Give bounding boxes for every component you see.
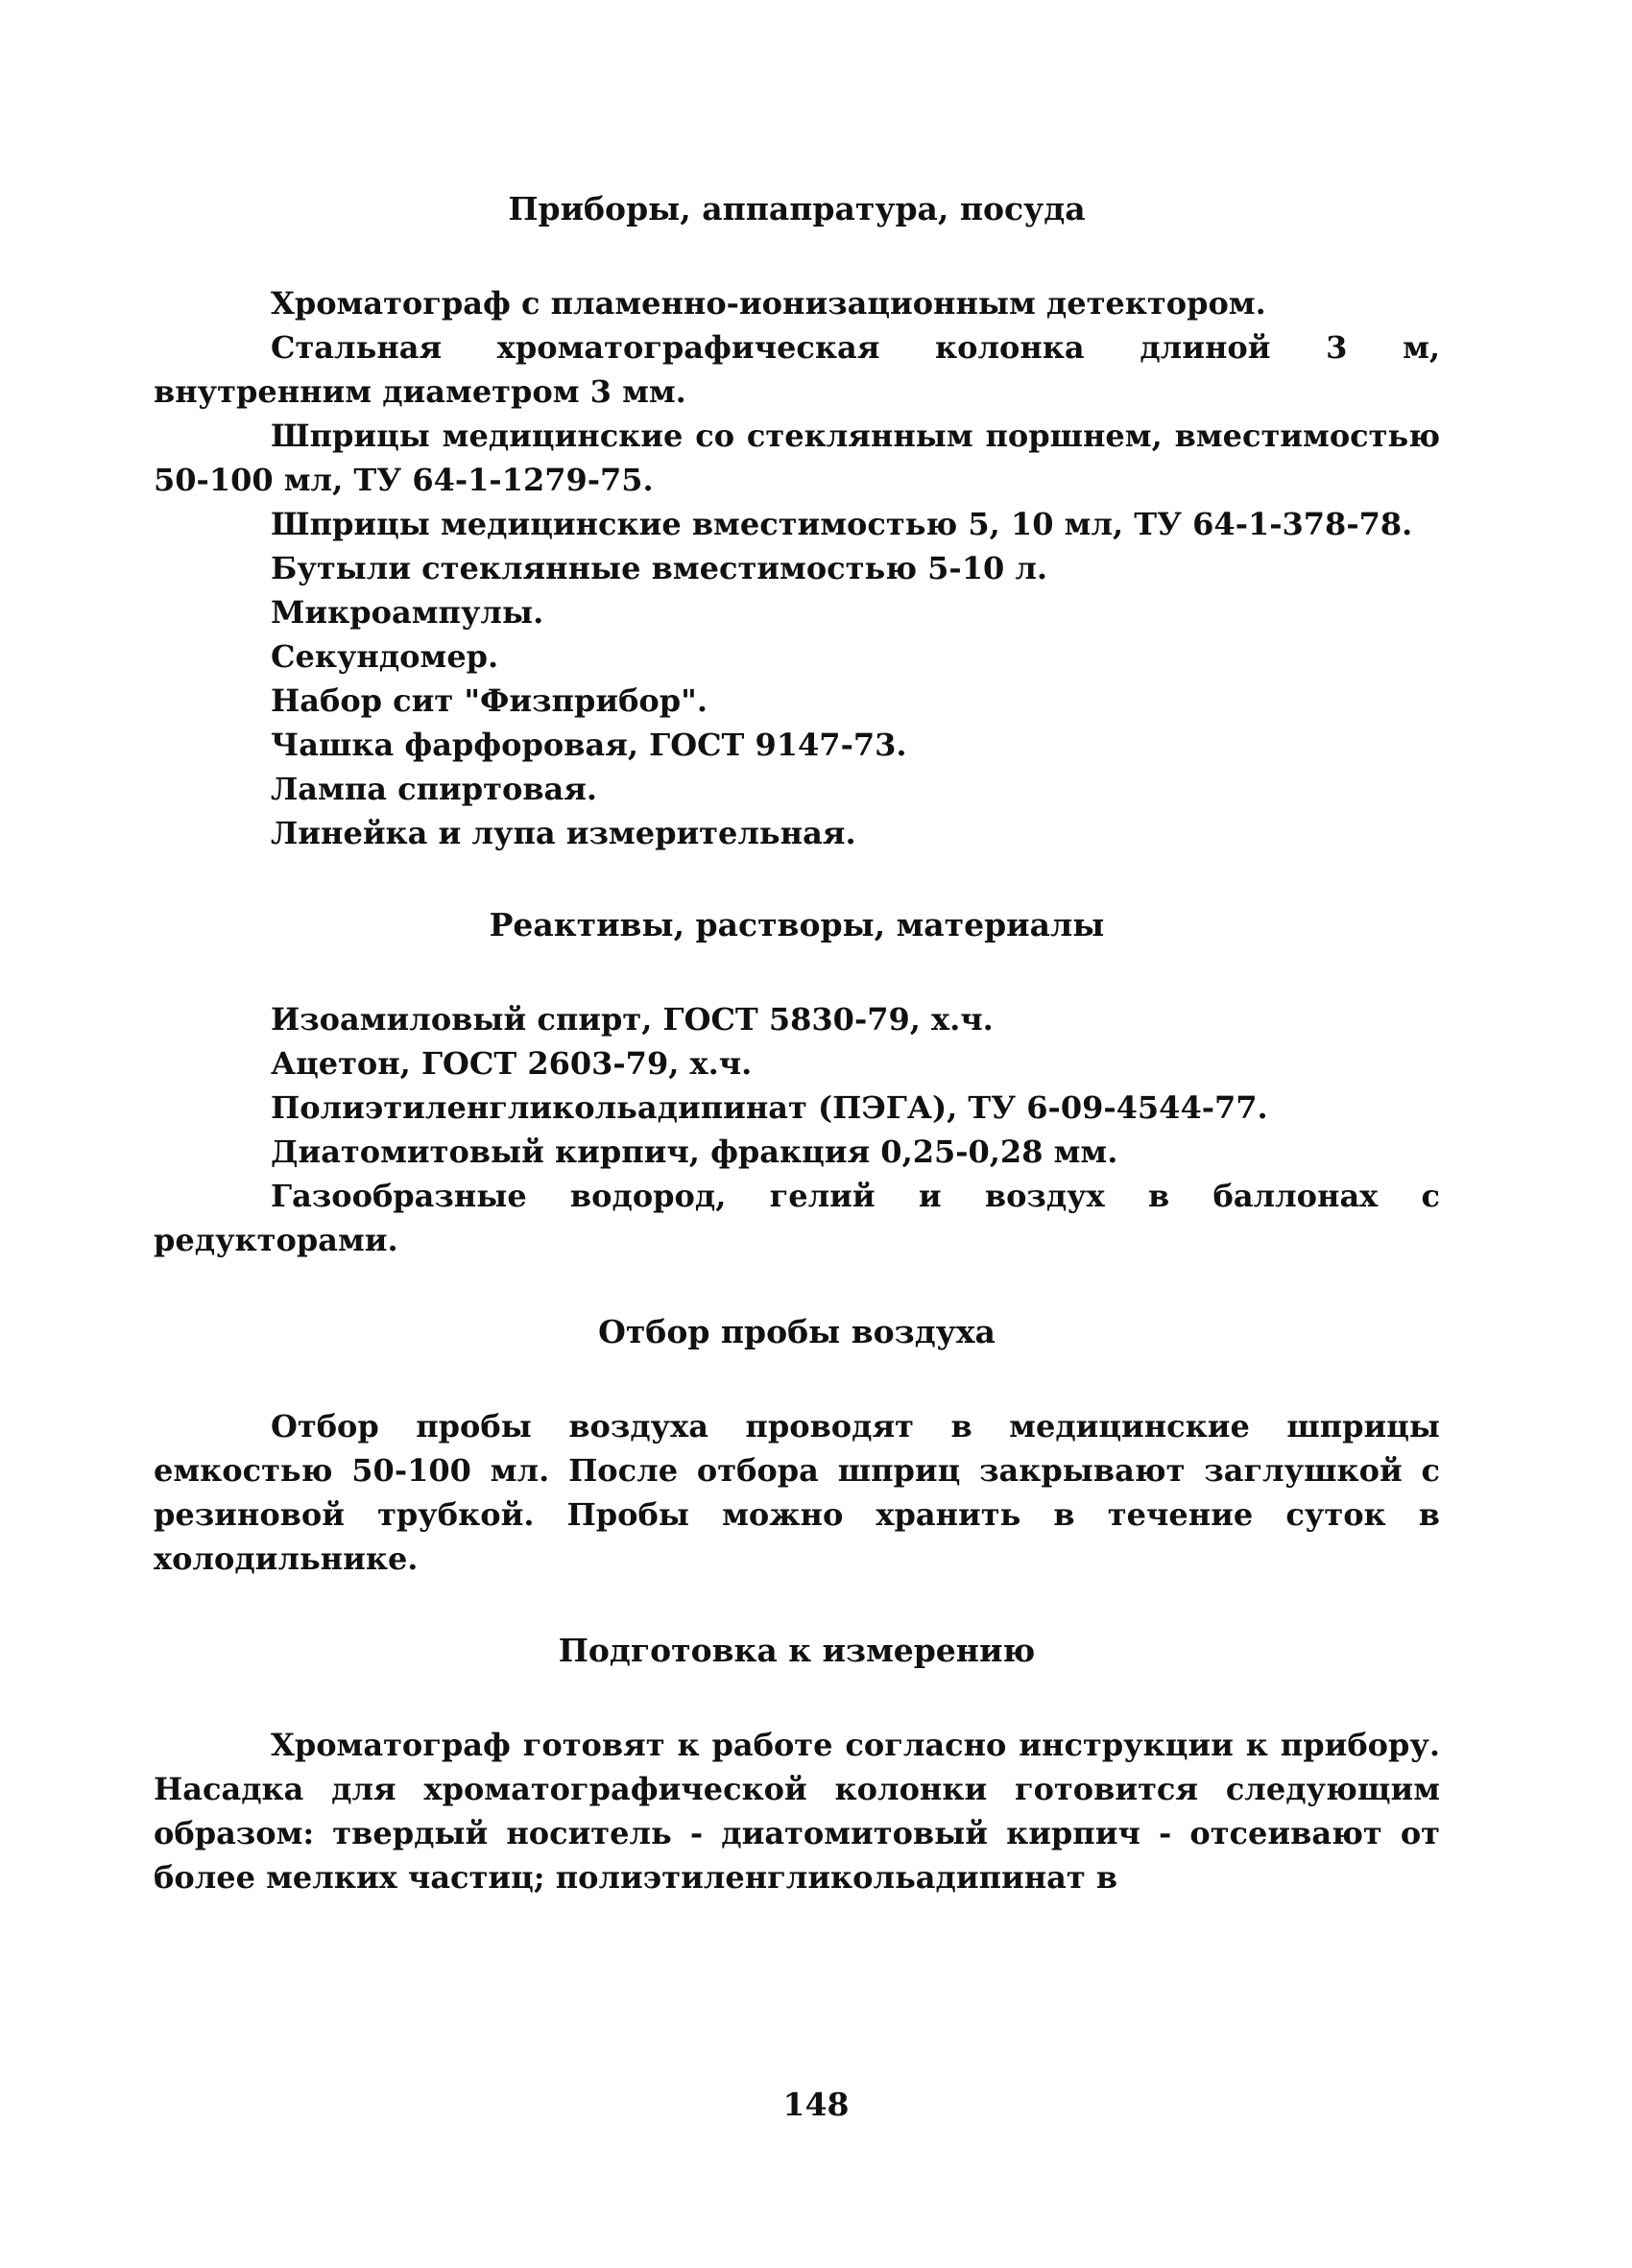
equipment-item: Микроампулы.: [271, 594, 544, 631]
air-sampling-paragraph: Отбор пробы воздуха проводят в медицинские шприцы емкостью 50-100 мл. После отбора шприц закрывают заглушкой с резиновой трубкой. Пробы можно хранить в течение суток в холодильнике.: [154, 1408, 1440, 1577]
reagent-item: Полиэтиленгликольадипинат (ПЭГА), ТУ 6-09-4544-77.: [271, 1089, 1268, 1126]
heading-air-sampling: Отбор пробы воздуха: [598, 1313, 996, 1350]
page-number: 148: [782, 2086, 850, 2123]
equipment-item: Стальная хроматографическая колонка длиной 3 м, внутренним диаметром 3 мм.: [154, 329, 1440, 410]
reagent-item: Газообразные водород, гелий и воздух в баллонах с редукторами.: [154, 1178, 1440, 1258]
heading-equipment: Приборы, аппапратура, посуда: [508, 190, 1086, 227]
equipment-item: Лампа спиртовая.: [271, 771, 598, 807]
equipment-item: Чашка фарфоровая, ГОСТ 9147-73.: [271, 727, 907, 763]
page-text-block: [154, 187, 1440, 1899]
equipment-item: Набор сит "Физприбор".: [271, 682, 708, 719]
reagent-item: Диатомитовый кирпич, фракция 0,25-0,28 мм.: [271, 1134, 1118, 1170]
reagent-item: Изоамиловый спирт, ГОСТ 5830-79, х.ч.: [271, 1001, 994, 1038]
equipment-item: Шприцы медицинские со стеклянным поршнем, вместимостью 50-100 мл, ТУ 64-1-1279-75.: [154, 418, 1440, 498]
equipment-item: Шприцы медицинские вместимостью 5, 10 мл, ТУ 64-1-378-78.: [271, 506, 1413, 542]
equipment-item: Секундомер.: [271, 638, 499, 675]
equipment-item: Бутыли стеклянные вместимостью 5-10 л.: [271, 550, 1048, 586]
measurement-prep-paragraph: Хроматограф готовят к работе согласно инструкции к прибору. Насадка для хроматографической колонки готовится следующим образом: твердый носитель - диатомитовый кирпич - отсеивают от более мелких частиц; полиэтиленгликольадипинат в: [154, 1727, 1440, 1896]
heading-reagents: Реактивы, растворы, материалы: [489, 906, 1105, 943]
heading-measurement-prep: Подготовка к измерению: [558, 1632, 1036, 1669]
reagent-item: Ацетон, ГОСТ 2603-79, х.ч.: [271, 1045, 753, 1082]
equipment-item: Линейка и лупа измерительная.: [271, 815, 856, 851]
equipment-item: Хроматограф с пламенно-ионизационным детектором.: [271, 285, 1266, 322]
